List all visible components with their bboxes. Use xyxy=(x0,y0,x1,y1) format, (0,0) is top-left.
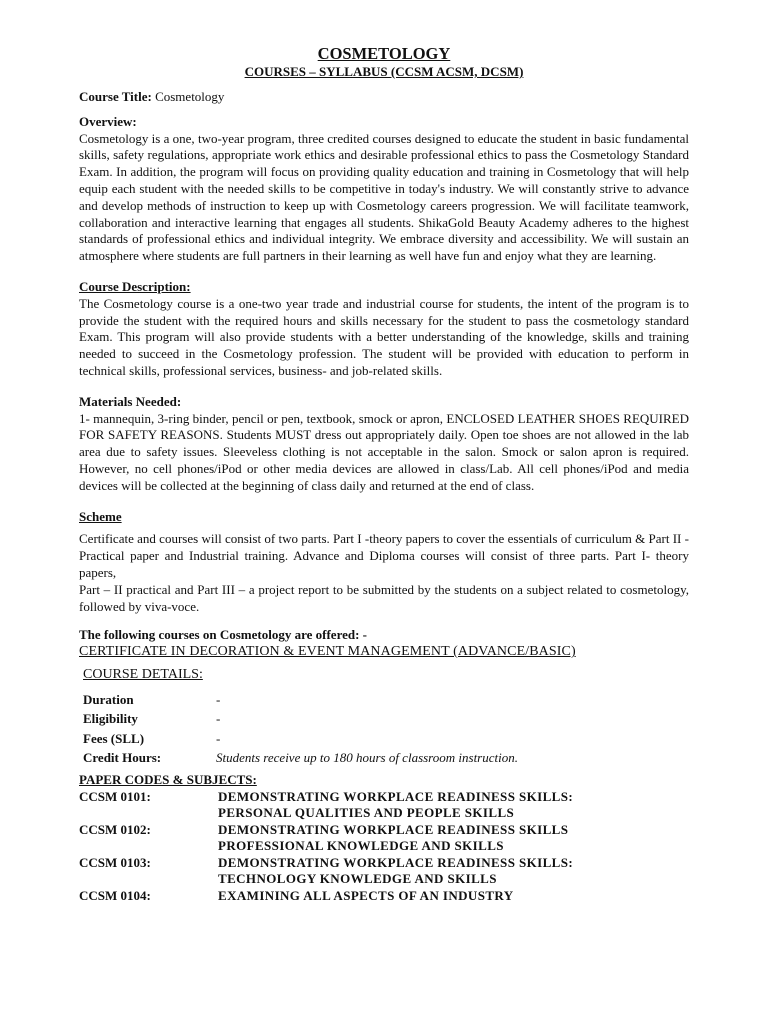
course-details-table xyxy=(83,692,518,770)
materials-heading: Materials Needed: xyxy=(79,393,182,409)
detail-key: Duration xyxy=(83,691,134,707)
detail-value: Students receive up to 180 hours of classroom instruction. xyxy=(216,750,518,766)
table-row xyxy=(83,731,518,751)
detail-key: Fees (SLL) xyxy=(83,730,145,746)
paper-codes-table xyxy=(79,789,573,905)
scheme-heading: Scheme xyxy=(79,508,122,524)
course-description-text: The Cosmetology course is a one-two year trade and industrial course for students, the intent of the program is to provide the student with the required hours and skills necessary for the student to pass the cosmetology standard Exam. This program will also provide students with a better understanding of the knowledge, skills and training needed to succeed in the Cosmetology profession. The student will be provided with education to perform in technical skills, professional services, business- and job-related skills. xyxy=(79,295,689,378)
course-title-label: Course Title: xyxy=(79,89,152,104)
paper-subject-line-1: EXAMINING ALL ASPECTS OF AN INDUSTRY xyxy=(218,887,514,903)
offered-section xyxy=(79,627,689,904)
document-body xyxy=(79,89,689,904)
paper-subject xyxy=(218,822,573,855)
paper-code: CCSM 0101: xyxy=(79,788,151,804)
course-title-line xyxy=(79,89,689,106)
table-row xyxy=(83,711,518,731)
scheme-text-1: Certificate and courses will consist of two parts. Part I -theory papers to cover the essentials of curriculum & Part II -Practical paper and Industrial training. Advance and Diploma courses will consist of three parts. Part I- theory papers, xyxy=(79,531,689,580)
offered-heading: The following courses on Cosmetology are offered: - xyxy=(79,627,368,643)
paper-subject-line-2: PROFESSIONAL KNOWLEDGE AND SKILLS xyxy=(218,838,504,853)
scheme-text-2: Part – II practical and Part III – a project report to be submitted by the students on a subject related to cosmetology, followed by viva-voce. xyxy=(79,581,689,614)
table-row xyxy=(79,855,573,888)
paper-subject xyxy=(218,789,573,822)
paper-subject-line-1: DEMONSTRATING WORKPLACE READINESS SKILLS xyxy=(218,821,569,837)
paper-code: CCSM 0103: xyxy=(79,854,151,870)
document-subtitle: COURSES – SYLLABUS (CCSM ACSM, DCSM) xyxy=(244,64,524,79)
course-description-section xyxy=(79,279,689,380)
detail-value: - xyxy=(216,691,221,707)
paper-code: CCSM 0102: xyxy=(79,821,151,837)
certificate-title: CERTIFICATE IN DECORATION & EVENT MANAGEMENT (ADVANCE/BASIC) xyxy=(79,644,576,660)
document-title: COSMETOLOGY xyxy=(317,44,451,63)
detail-value: - xyxy=(216,711,221,727)
detail-key: Eligibility xyxy=(83,711,138,727)
scheme-section xyxy=(79,509,689,616)
paper-subject-line-2: TECHNOLOGY KNOWLEDGE AND SKILLS xyxy=(218,871,497,886)
paper-subject-line-2: PERSONAL QUALITIES AND PEOPLE SKILLS xyxy=(218,805,515,820)
table-row xyxy=(79,822,573,855)
paper-code: CCSM 0104: xyxy=(79,887,151,903)
detail-value: - xyxy=(216,730,221,746)
materials-text: 1- mannequin, 3-ring binder, pencil or pen, textbook, smock or apron, ENCLOSED LEATHER SHOES REQUIRED FOR SAFETY REASONS. Students MUST dress out appropriately daily. Open toe shoes are not allowed in the lab area due to safety issues. Sleeveless clothing is not acceptable in the salon. Smock or salon apron is required. However, no cell phones/iPod or other media devices are allowed in class/Lab. All cell phones/iPod and media devices will be collected at the beginning of class daily and returned at the end of class. xyxy=(79,410,689,493)
overview-text: Cosmetology is a one, two-year program, three credited courses designed to educate the student in basic fundamental skills, safety regulations, appropriate work ethics and desirable professional ethics to pass the Cosmetology Standard Exam. In addition, the program will focus on providing quality education and training in Cosmetology that will help equip each student with the needed skills to be competitive in today's industry. We will constantly strive to advance and develop methods of instruction to keep up with Cosmetology careers progression. We will facilitate teamwork, collaboration and interactive learning that engages all students. ShikaGold Beauty Academy adheres to the highest standards of professional ethics and individual integrity. We embrace diversity and accessibility. We will sustain an atmosphere where students are full partners in their learning as well have fun and enjoy what they are learning. xyxy=(79,130,689,264)
table-row xyxy=(83,750,518,770)
table-row xyxy=(83,692,518,712)
materials-section xyxy=(79,394,689,495)
paper-codes-heading: PAPER CODES & SUBJECTS: xyxy=(79,771,257,787)
course-title-value: Cosmetology xyxy=(155,89,225,104)
paper-subject-line-1: DEMONSTRATING WORKPLACE READINESS SKILLS: xyxy=(218,788,574,804)
detail-key: Credit Hours: xyxy=(83,750,162,766)
table-row xyxy=(79,789,573,822)
paper-subject-line-1: DEMONSTRATING WORKPLACE READINESS SKILLS: xyxy=(218,854,574,870)
overview-section xyxy=(79,114,689,265)
course-description-heading: Course Description: xyxy=(79,278,191,294)
course-details-heading: COURSE DETAILS: xyxy=(83,666,203,682)
paper-subject xyxy=(218,888,573,905)
overview-heading: Overview: xyxy=(79,113,137,129)
table-row xyxy=(79,888,573,905)
paper-subject xyxy=(218,855,573,888)
